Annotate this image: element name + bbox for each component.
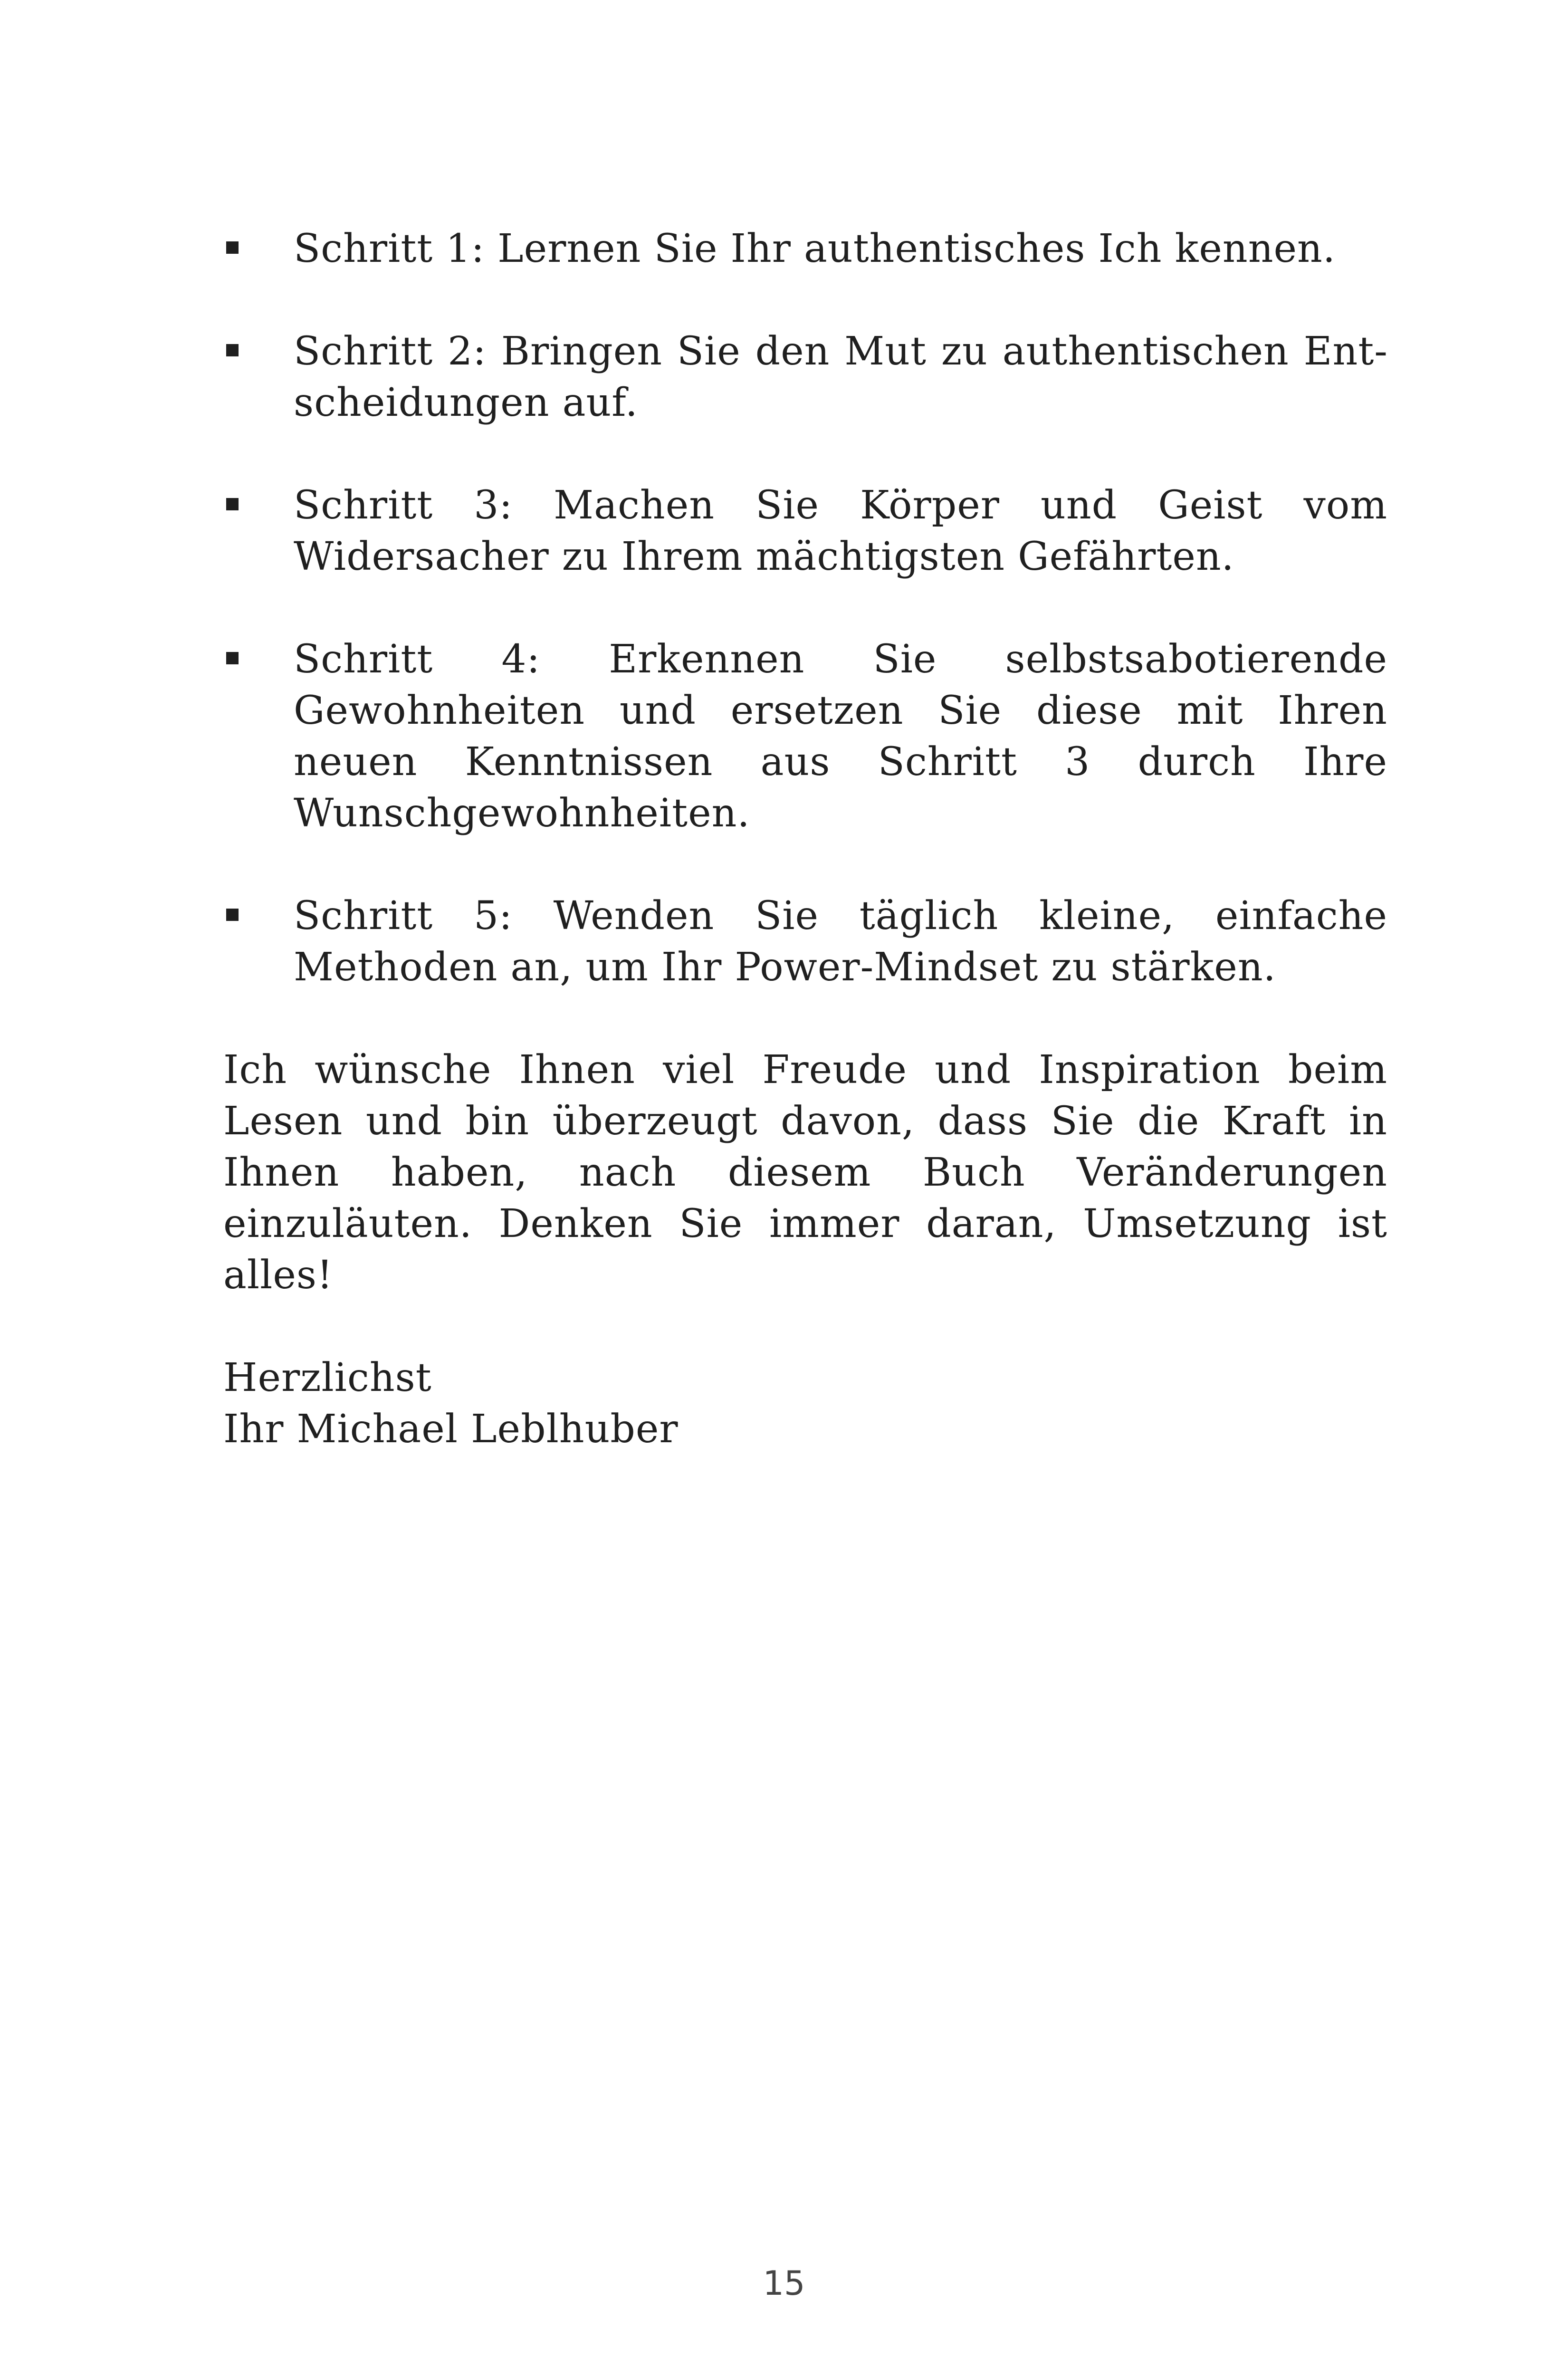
signature-block [223,1352,1387,1455]
list-item [223,480,1387,583]
step-2-text: Schritt 2: Bringen Sie den Mut zu authentischen Entscheidungen auf. [294,329,1387,425]
step-3-text: Schritt 3: Machen Sie Körper und Geist vom Widersacher zu Ihrem mächtigsten Gefährten. [294,483,1387,579]
list-item [223,223,1387,275]
list-item [223,891,1387,993]
square-bullet-icon [226,344,239,356]
steps-list [223,223,1387,993]
square-bullet-icon [226,498,239,510]
closing-paragraph: Ich wünsche Ihnen viel Freude und Inspiration beim Lesen und bin überzeugt davon, dass Sie die Kraft in Ihnen haben, nach diesem Buch Veränderungen einzuläuten. Denken Sie immer daran, Umsetzung ist alles! [223,1047,1387,1298]
list-item [223,634,1387,839]
signature-name: Ihr Michael Leblhuber [223,1407,679,1452]
list-item [223,326,1387,429]
page-number: 15 [763,2264,805,2303]
square-bullet-icon [226,652,239,664]
step-1-text: Schritt 1: Lernen Sie Ihr authentisches Ich kennen. [294,226,1336,271]
square-bullet-icon [226,909,239,921]
step-5-text: Schritt 5: Wenden Sie täglich kleine, einfache Methoden an, um Ihr Power-Mindset zu stärken. [294,893,1387,990]
page-content [223,223,1387,1455]
signature-greeting: Herzlichst [223,1355,432,1400]
step-4-text: Schritt 4: Erkennen Sie selbstsabotierende Gewohnheiten und ersetzen Sie diese mit Ihren neuen Kenntnissen aus Schritt 3 durch Ihre Wunschgewohnheiten. [294,637,1387,836]
square-bullet-icon [226,241,239,254]
